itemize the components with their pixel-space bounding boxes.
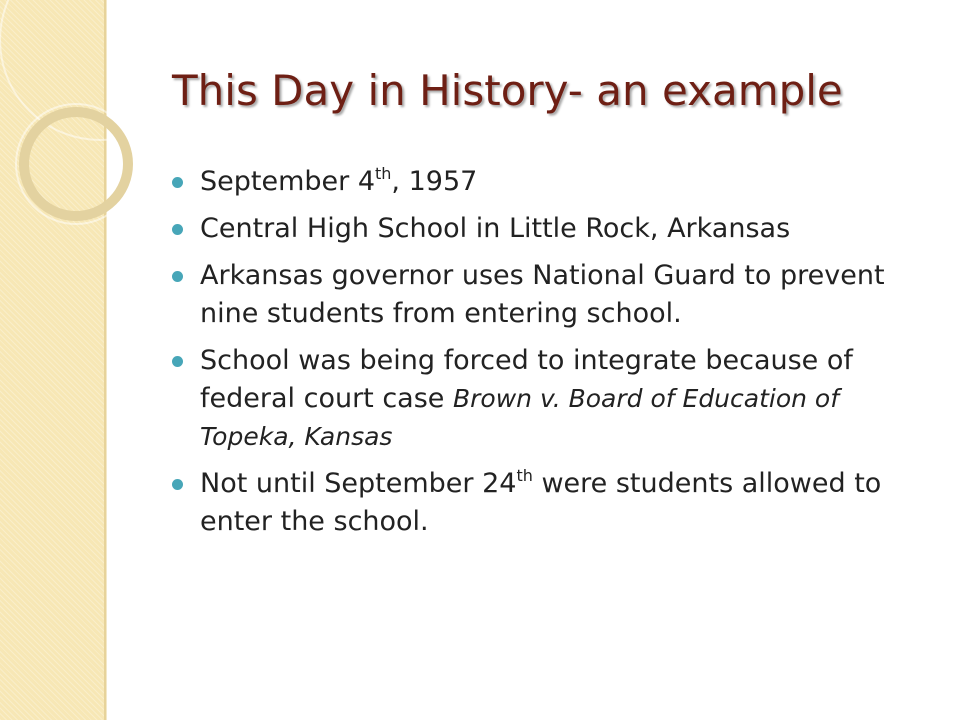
slide-title: This Day in History- an example bbox=[172, 66, 843, 115]
bullet-governor bbox=[172, 257, 920, 333]
bullet-dot-icon bbox=[172, 479, 183, 490]
bullet-dot-icon bbox=[172, 356, 183, 367]
bullet-dot-icon bbox=[172, 224, 183, 235]
bullet-dot-icon bbox=[172, 177, 183, 188]
bullet-dot-icon bbox=[172, 271, 183, 282]
bullet-entry bbox=[172, 465, 920, 541]
bullet-location-text: Central High School in Little Rock, Arkansas bbox=[200, 213, 791, 244]
ordinal-suffix: th bbox=[375, 164, 392, 183]
bullet-location bbox=[172, 210, 920, 248]
decorative-circles-icon bbox=[0, 0, 200, 260]
bullet-integration bbox=[172, 342, 920, 456]
bullet-date-text: September 4 bbox=[200, 166, 375, 197]
bullet-entry-text: Not until September 24 bbox=[200, 468, 517, 499]
bullet-governor-text: Arkansas governor uses National Guard to prevent nine students from entering school. bbox=[200, 260, 885, 329]
court-case-title: Brown v. Board of Education of Topeka, Kansas bbox=[200, 384, 840, 451]
bullet-date-year: , 1957 bbox=[391, 166, 478, 197]
bullet-date bbox=[172, 163, 920, 201]
bullet-integration-text: School was being forced to integrate because of federal court case bbox=[200, 345, 853, 414]
bullet-entry-text-end: were students allowed to enter the school. bbox=[200, 468, 882, 537]
bullet-list bbox=[172, 163, 920, 550]
ordinal-suffix: th bbox=[516, 466, 533, 485]
